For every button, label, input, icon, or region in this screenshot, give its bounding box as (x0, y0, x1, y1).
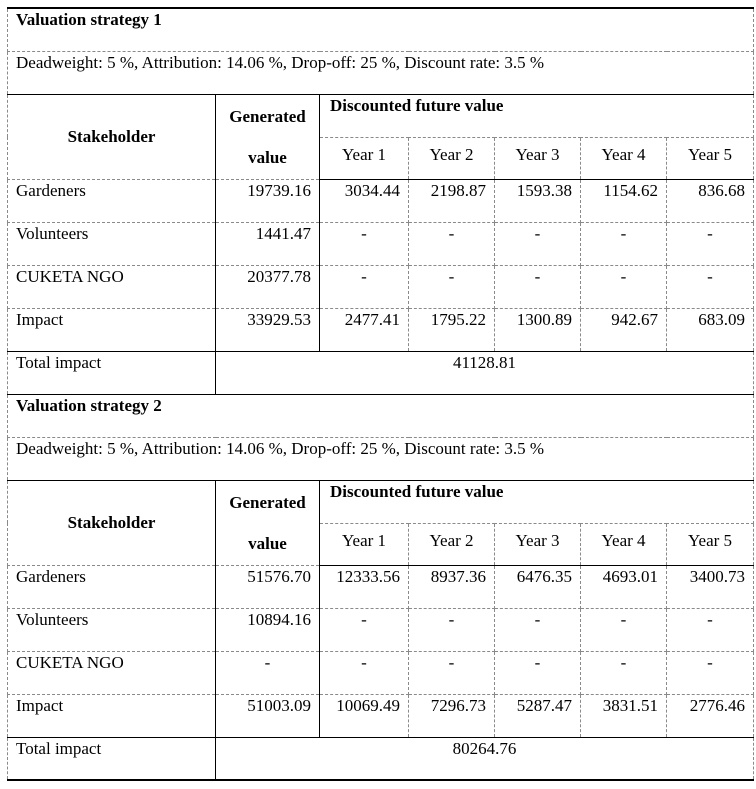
total-impact-label: Total impact (8, 351, 216, 394)
year-value: - (409, 265, 495, 308)
stakeholder-name: Impact (8, 308, 216, 351)
year-value: 10069.49 (320, 694, 409, 737)
year-value: - (409, 651, 495, 694)
year-value: - (320, 651, 409, 694)
year-value: - (495, 222, 581, 265)
generated-value: 1441.47 (216, 222, 320, 265)
year-3-header: Year 3 (495, 523, 581, 565)
year-value: 1593.38 (495, 179, 581, 222)
valuation-table (7, 7, 754, 781)
year-value: 1300.89 (495, 308, 581, 351)
stakeholder-header: Stakeholder (8, 480, 216, 565)
year-4-header: Year 4 (581, 523, 667, 565)
generated-value-header: Generated value (216, 480, 320, 565)
discounted-future-value-header: Discounted future value (320, 94, 754, 137)
table-row (8, 222, 754, 265)
year-value: - (581, 651, 667, 694)
year-value: - (667, 265, 754, 308)
year-value: - (495, 651, 581, 694)
year-value: 1795.22 (409, 308, 495, 351)
discounted-future-value-header: Discounted future value (320, 480, 754, 523)
year-5-header: Year 5 (667, 523, 754, 565)
year-value: 1154.62 (581, 179, 667, 222)
strategy-1-section (8, 8, 754, 394)
strategy-1-params: Deadweight: 5 %, Attribution: 14.06 %, Drop-off: 25 %, Discount rate: 3.5 % (8, 51, 754, 94)
strategy-1-title: Valuation strategy 1 (8, 8, 754, 51)
year-value: - (409, 222, 495, 265)
year-value: 3831.51 (581, 694, 667, 737)
year-value: 8937.36 (409, 565, 495, 608)
stakeholder-name: CUKETA NGO (8, 651, 216, 694)
year-value: 836.68 (667, 179, 754, 222)
year-value: 3034.44 (320, 179, 409, 222)
stakeholder-name: Gardeners (8, 565, 216, 608)
strategy-2-params: Deadweight: 5 %, Attribution: 14.06 %, Drop-off: 25 %, Discount rate: 3.5 % (8, 437, 754, 480)
year-value: 3400.73 (667, 565, 754, 608)
year-value: 2198.87 (409, 179, 495, 222)
stakeholder-name: Volunteers (8, 222, 216, 265)
stakeholder-header: Stakeholder (8, 94, 216, 179)
year-value: 6476.35 (495, 565, 581, 608)
table-row (8, 608, 754, 651)
year-value: 942.67 (581, 308, 667, 351)
year-value: - (581, 265, 667, 308)
strategy-2-section (8, 394, 754, 780)
stakeholder-name: Gardeners (8, 179, 216, 222)
year-2-header: Year 2 (409, 523, 495, 565)
generated-value: 51576.70 (216, 565, 320, 608)
strategy-2-title: Valuation strategy 2 (8, 394, 754, 437)
year-5-header: Year 5 (667, 137, 754, 179)
table-row (8, 265, 754, 308)
total-row (8, 737, 754, 780)
generated-value: 10894.16 (216, 608, 320, 651)
year-value: - (581, 608, 667, 651)
total-impact-label: Total impact (8, 737, 216, 780)
generated-value: 33929.53 (216, 308, 320, 351)
year-value: - (667, 651, 754, 694)
year-value: - (667, 222, 754, 265)
total-impact-value: 41128.81 (216, 351, 754, 394)
year-value: - (581, 222, 667, 265)
generated-value-header: Generated value (216, 94, 320, 179)
generated-value: - (216, 651, 320, 694)
stakeholder-name: Impact (8, 694, 216, 737)
year-value: - (320, 608, 409, 651)
stakeholder-name: CUKETA NGO (8, 265, 216, 308)
year-value: - (495, 265, 581, 308)
generated-value: 20377.78 (216, 265, 320, 308)
year-value: - (409, 608, 495, 651)
year-4-header: Year 4 (581, 137, 667, 179)
year-value: - (495, 608, 581, 651)
table-row (8, 565, 754, 608)
year-value: 7296.73 (409, 694, 495, 737)
table-row (8, 694, 754, 737)
year-1-header: Year 1 (320, 523, 409, 565)
year-value: 5287.47 (495, 694, 581, 737)
generated-value: 19739.16 (216, 179, 320, 222)
year-2-header: Year 2 (409, 137, 495, 179)
generated-value: 51003.09 (216, 694, 320, 737)
total-row (8, 351, 754, 394)
year-value: 683.09 (667, 308, 754, 351)
year-value: 12333.56 (320, 565, 409, 608)
table-row (8, 651, 754, 694)
total-impact-value: 80264.76 (216, 737, 754, 780)
year-value: - (320, 265, 409, 308)
table-row (8, 308, 754, 351)
table-row (8, 179, 754, 222)
year-value: 4693.01 (581, 565, 667, 608)
year-value: 2477.41 (320, 308, 409, 351)
year-3-header: Year 3 (495, 137, 581, 179)
year-value: 2776.46 (667, 694, 754, 737)
stakeholder-name: Volunteers (8, 608, 216, 651)
year-value: - (667, 608, 754, 651)
year-1-header: Year 1 (320, 137, 409, 179)
year-value: - (320, 222, 409, 265)
